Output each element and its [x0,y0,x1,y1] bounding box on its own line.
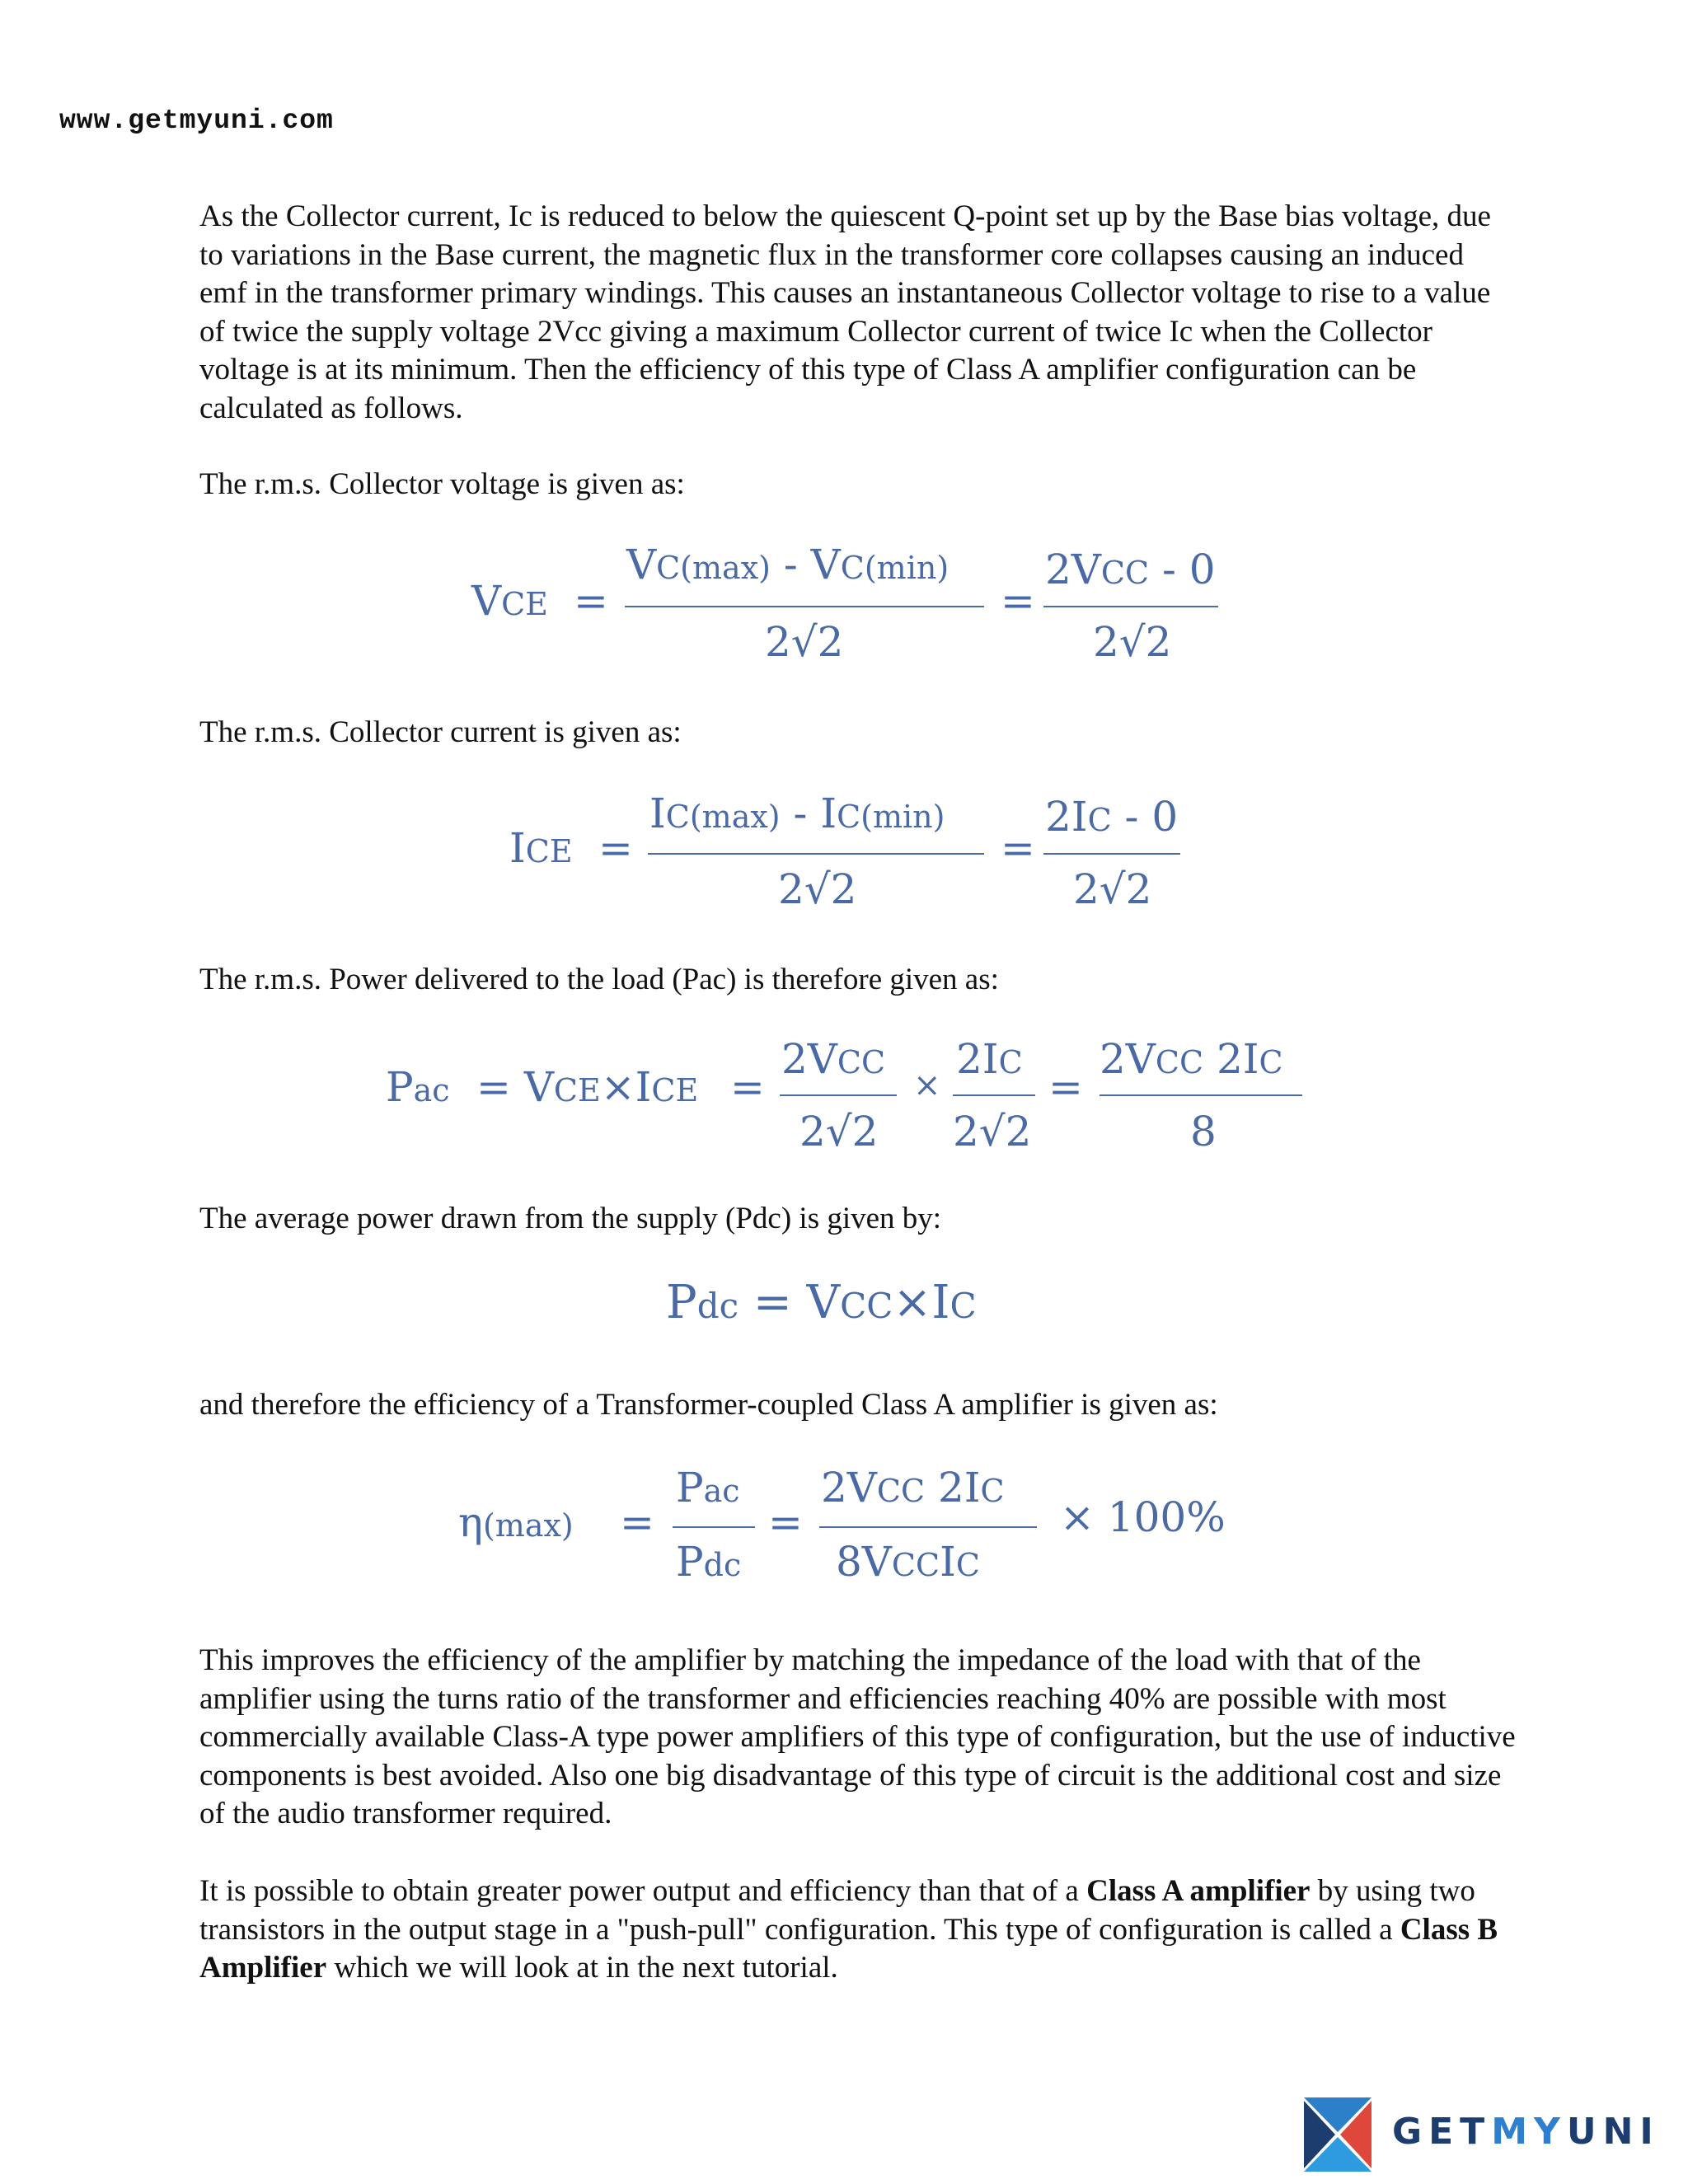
ice-fraction-bar-2 [1043,853,1180,855]
vce-lhs: VCE [471,577,548,625]
logo-mark-icon [1304,2097,1372,2172]
ice-num1: IC(max) - IC(min) [649,790,945,837]
pdc-expression: Pdc = VCC×IC [666,1276,977,1329]
paragraph-vce-intro: The r.m.s. Collector voltage is given as: [199,467,685,501]
paragraph-pac-intro: The r.m.s. Power delivered to the load (Pac) is therefore given as: [199,963,999,996]
eff-fraction-bar-1 [673,1526,755,1528]
paragraph-class-b: It is possible to obtain greater power output and efficiency than that of a Class A amplifier by using two transistors in the output stage in a "push-pull" configuration. This type of configuration is called a Class B Amplifier which we will look at in the next tutorial. [199,1874,1498,1985]
term-class-a-amplifier: Class A amplifier [1086,1874,1311,1908]
paragraph-intro: As the Collector current, Ic is reduced to below the quiescent Q-point set up by the Base bias voltage, due to variations in the Base current, the magnetic flux in the transformer core collapses causing an induced emf in the transformer primary windings. This causes an instantaneous Collector voltage to rise to a value of twice the supply voltage 2Vcc giving a maximum Collector current of twice Ic when the Collector voltage is at its minimum. Then the efficiency of this type of Class A amplifier configuration can be calculated as follows. [199,199,1491,425]
pac-fraction-bar-2 [953,1094,1035,1096]
ice-lhs: ICE [509,824,573,872]
paragraph-ice-intro: The r.m.s. Collector current is given as: [199,715,682,749]
site-url[interactable]: www.getmyuni.com [59,105,334,136]
vce-fraction-bar-1 [625,606,984,607]
paragraph-pdc-intro: The average power drawn from the supply (Pdc) is given by: [199,1202,942,1235]
vce-num1: VC(max) - VC(min) [626,541,950,588]
pac-fraction-bar-1 [780,1094,897,1096]
eff-lhs: η(max) [458,1498,574,1546]
pac-fraction-bar-3 [1100,1094,1302,1096]
ice-fraction-bar-1 [648,853,984,855]
getmyuni-logo[interactable] [1304,2097,1660,2172]
pac-lhs: Pac [386,1063,450,1111]
paragraph-efficiency-intro: and therefore the efficiency of a Transformer-coupled Class A amplifier is given as: [199,1388,1218,1422]
logo-wordmark: GETMYUNI [1392,2111,1660,2153]
term-class-b-amplifier: Class B Amplifier [199,1912,1498,1985]
vce-num2: 2VCC - 0 [1045,546,1216,593]
vce-fraction-bar-2 [1043,606,1218,607]
ice-num2: 2IC - 0 [1045,793,1179,841]
eff-fraction-bar-2 [819,1526,1037,1528]
paragraph-efficiency-discussion: This improves the efficiency of the amplifier by matching the impedance of the load with that of the amplifier using the turns ratio of the transformer and efficiencies reaching 40% are possible with most commercially available Class-A type power amplifiers of this type of configuration, but the use of inductive components is best avoided. Also one big disadvantage of this type of circuit is the additional cost and size of the audio transformer required. [199,1643,1516,1830]
